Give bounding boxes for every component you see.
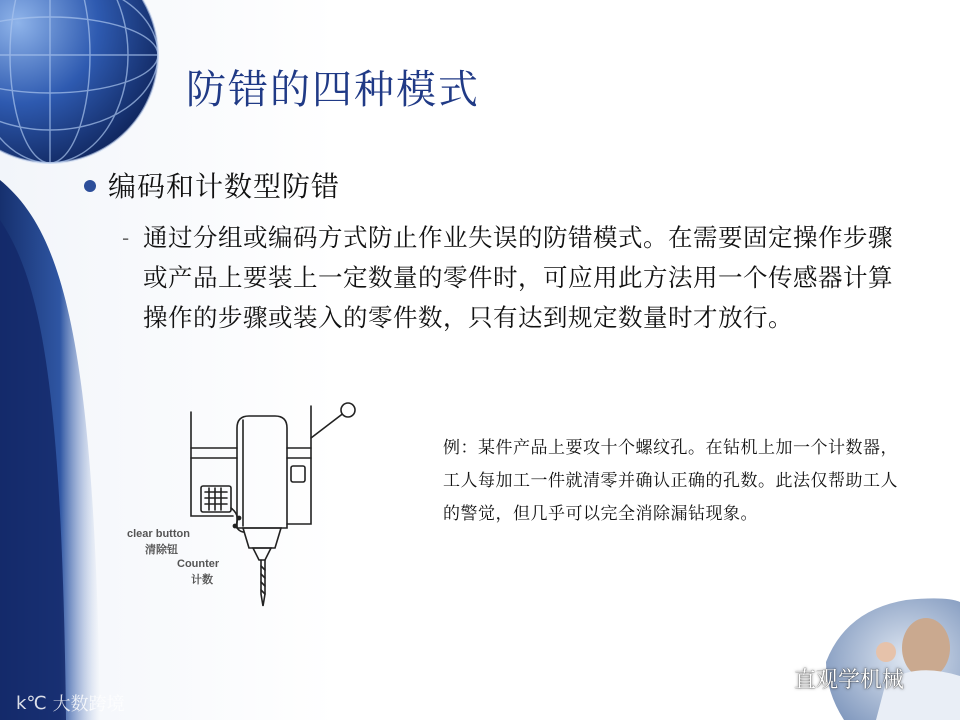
counter-label-en: Counter [177, 558, 220, 570]
clear-button-label-en: clear button [127, 528, 190, 540]
wechat-account [754, 663, 904, 694]
slide-title: 防错的四种模式 [186, 67, 480, 113]
drill-counter-illustration [125, 398, 365, 618]
bullet-dot-icon [84, 180, 96, 192]
clear-button-label-cn: 清除钮 [145, 543, 178, 556]
worker-photo [826, 592, 960, 720]
wechat-icon [754, 666, 784, 692]
bullet-text: 编码和计数型防错 [108, 170, 341, 203]
watermark [10, 690, 125, 716]
wechat-account-name: 直观学机械 [794, 668, 905, 693]
watermark-logo: k℃ [16, 692, 47, 714]
watermark-text: 大数跨境 [52, 694, 125, 715]
example-text: 例：某件产品上要攻十个螺纹孔。在钻机上加一个计数器，工人每加工一件就清零并确认正确的孔数。此法仅帮助工人的警觉，但几乎可以完全消除漏钻现象。 [443, 438, 898, 524]
counter-label-cn: 计数 [191, 573, 213, 586]
sub-bullet-text: 通过分组或编码方式防止作业失误的防错模式。在需要固定操作步骤或产品上要装上一定数量的零件时，可应用此方法用一个传感器计算操作的步骤或装入的零件数，只有达到规定数量时才放行。 [143, 223, 893, 332]
sub-bullet-dash: - [122, 226, 130, 250]
globe-icon [0, 0, 158, 163]
bullet-item [84, 165, 340, 205]
